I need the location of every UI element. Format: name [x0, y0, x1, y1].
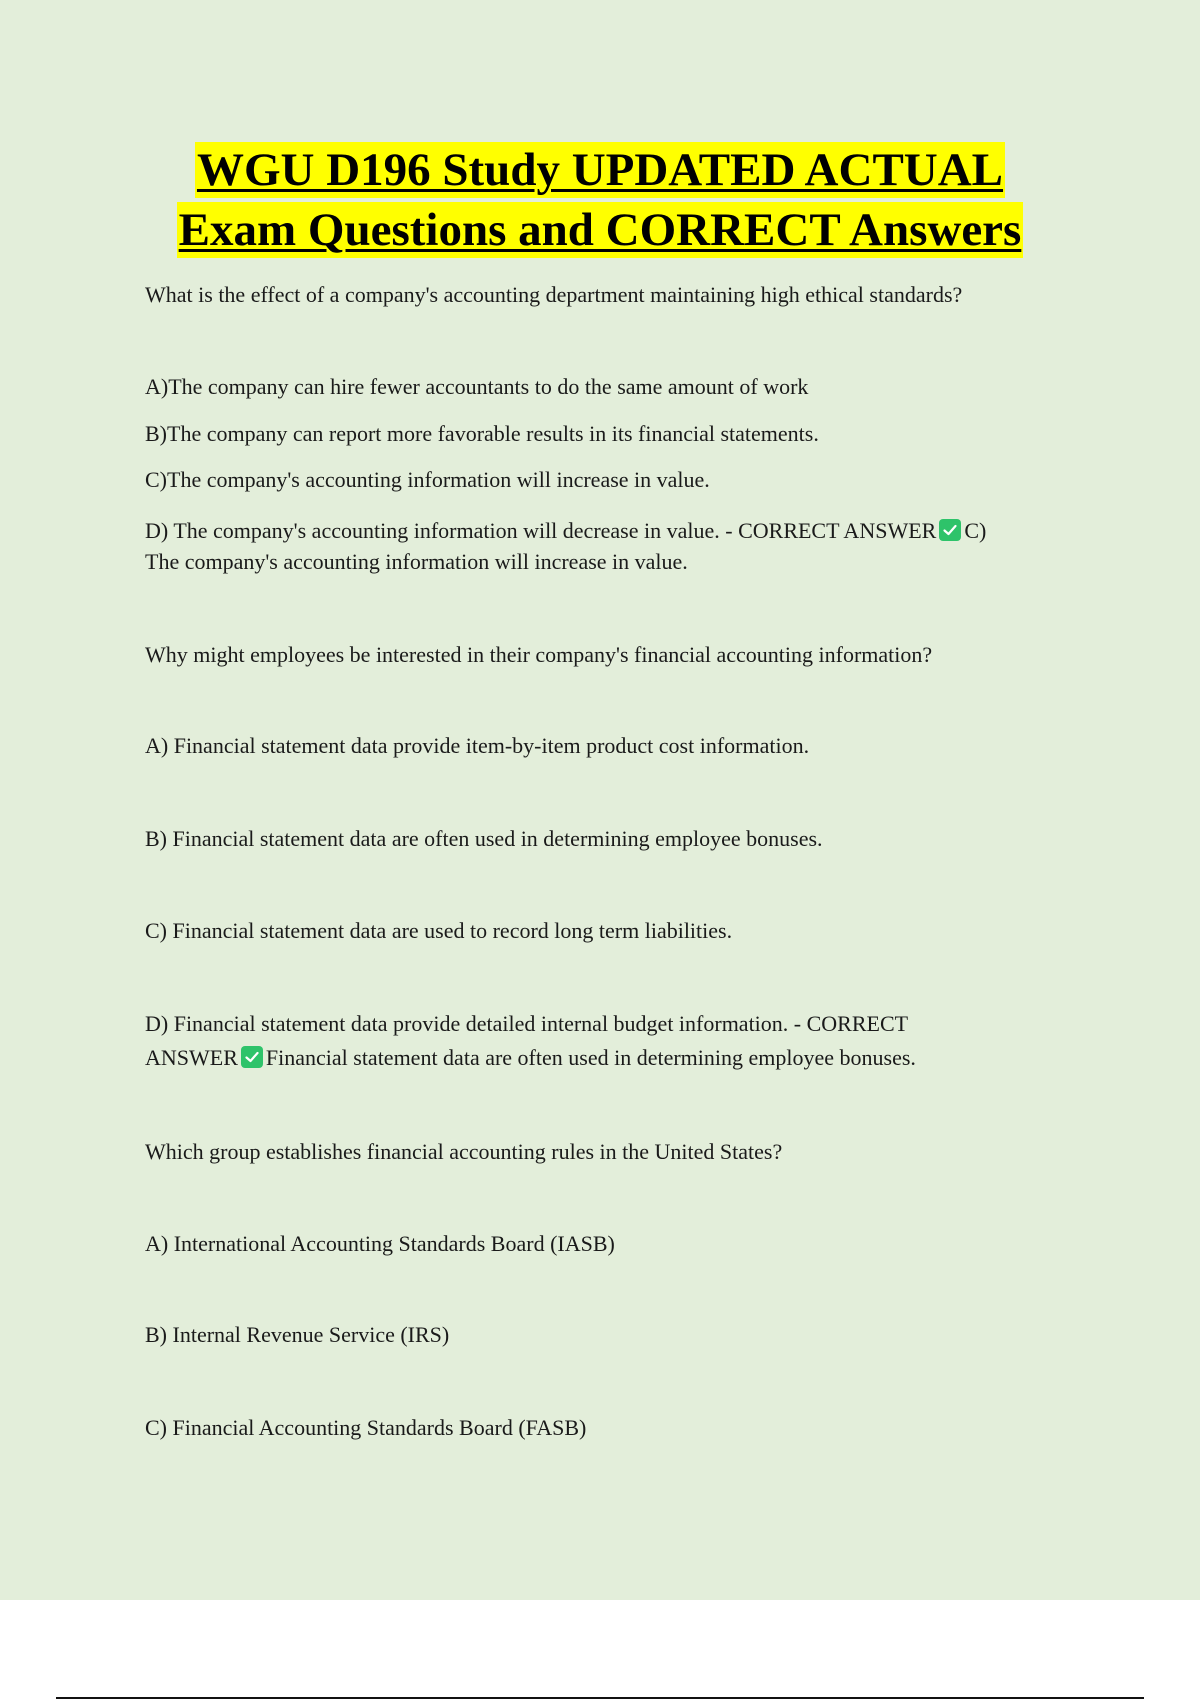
question-3-option-c: C) Financial Accounting Standards Board (FASB) [145, 1415, 587, 1440]
question-1-text: What is the effect of a company's accounting department maintaining high ethical standards? [145, 282, 963, 307]
question-2-answer-head: ANSWER [145, 1045, 238, 1070]
question-2-option-c: C) Financial statement data are used to record long term liabilities. [145, 918, 733, 943]
question-2-answer-text: Financial statement data are often used in determining employee bonuses. [265, 1045, 916, 1070]
question-3-option-b: B) Internal Revenue Service (IRS) [145, 1322, 450, 1347]
document-title [0, 142, 1200, 262]
question-2-text: Why might employees be interested in their company's financial accounting information? [145, 642, 933, 667]
question-2-answer [145, 1043, 1085, 1073]
question-3-option-a: A) International Accounting Standards Board (IASB) [145, 1231, 615, 1256]
question-1-option-b: B)The company can report more favorable results in its financial statements. [145, 421, 819, 446]
question-2-option-d: D) Financial statement data provide detailed internal budget information. - CORRECT [145, 1011, 909, 1036]
question-1-option-d [145, 516, 1085, 546]
check-icon [241, 1046, 263, 1068]
question-2-option-b: B) Financial statement data are often used in determining employee bonuses. [145, 826, 823, 851]
question-2-option-a: A) Financial statement data provide item-by-item product cost information. [145, 733, 810, 758]
question-1-option-a: A)The company can hire fewer accountants to do the same amount of work [145, 374, 809, 399]
question-1-option-c: C)The company's accounting information will increase in value. [145, 467, 710, 492]
title-line-1: WGU D196 Study UPDATED ACTUAL [196, 144, 1004, 196]
question-1-answer-text: The company's accounting information will increase in value. [145, 549, 688, 574]
footer-divider [56, 1697, 1144, 1699]
question-1-option-d-text: D) The company's accounting information will decrease in value. - CORRECT ANSWER [145, 518, 937, 543]
question-1-answer-head: C) [964, 518, 987, 543]
title-line-2: Exam Questions and CORRECT Answers [178, 204, 1022, 256]
check-icon [939, 519, 961, 541]
question-3-text: Which group establishes financial accounting rules in the United States? [145, 1139, 783, 1164]
